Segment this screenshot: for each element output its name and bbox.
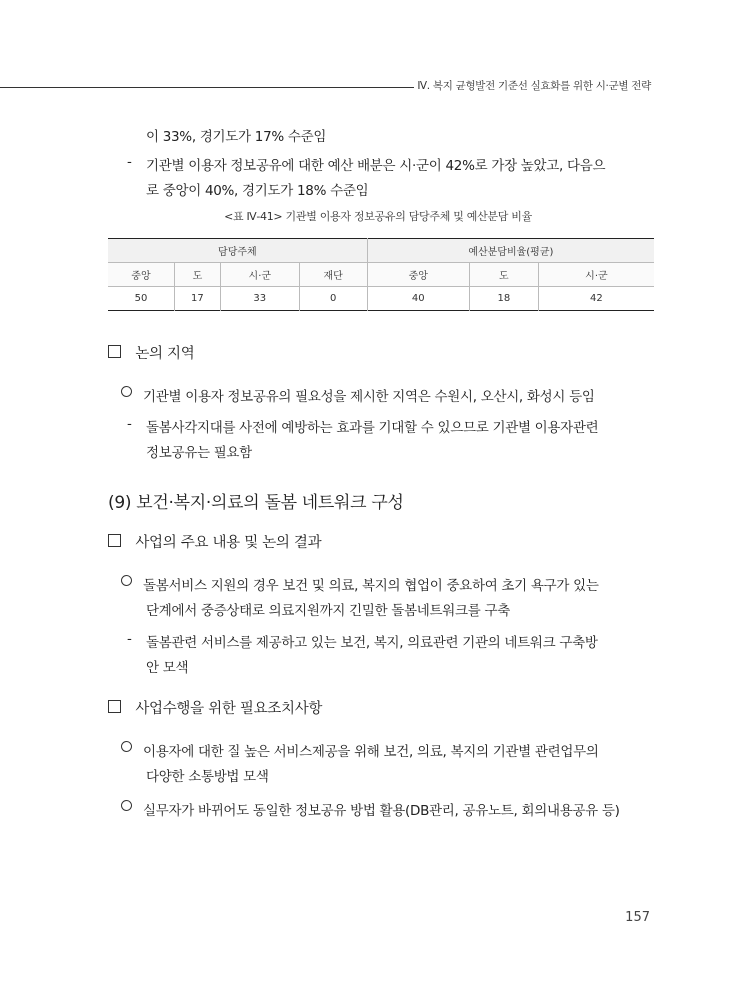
table-column-header: 중앙 [367, 263, 469, 287]
circle-bullet [121, 740, 132, 756]
header-rule [0, 87, 414, 88]
table-row [108, 287, 654, 311]
measures-item-1-line-1: 이용자에 대한 질 높은 서비스제공을 위해 보건, 의료, 복지의 기관별 관련업무의 [143, 744, 599, 760]
table-cell: 0 [299, 287, 367, 311]
circle-bullet-icon [121, 575, 132, 586]
square-bullet-icon [108, 534, 121, 547]
subsection-heading: (9) 보건·복지·의료의 돌봄 네트워크 구성 [108, 493, 404, 513]
section-title-text: 사업의 주요 내용 및 논의 결과 [135, 535, 322, 551]
circle-bullet-icon [121, 386, 132, 397]
intro-line-1: 이 33%, 경기도가 17% 수준임 [146, 129, 327, 145]
intro-line-3: 로 중앙이 40%, 경기도가 18% 수준임 [146, 183, 369, 199]
circle-bullet [121, 385, 132, 401]
measures-item-2: 실무자가 바뀌어도 동일한 정보공유 방법 활용(DB관리, 공유노트, 회의내용공유 등) [143, 803, 620, 819]
section-measures-title [108, 697, 322, 718]
table-column-header: 도 [469, 263, 538, 287]
budget-table [108, 238, 654, 311]
table-cell: 40 [367, 287, 469, 311]
table-column-header: 중앙 [108, 263, 174, 287]
circle-bullet-icon [121, 741, 132, 752]
running-title: Ⅳ. 복지 균형발전 기준선 실효화를 위한 시·군별 전략 [417, 80, 651, 92]
table-group-header: 담당주체 [108, 239, 367, 263]
section-discussion-title [108, 342, 194, 363]
table-column-header: 도 [174, 263, 220, 287]
dash-marker: - [127, 154, 132, 170]
page-number: 157 [625, 910, 650, 925]
table-column-header: 시·군 [220, 263, 299, 287]
results-item-1-line-2: 단계에서 중증상태로 의료지원까지 긴밀한 돌봄네트워크를 구축 [146, 603, 510, 619]
discussion-item-1: 기관별 이용자 정보공유의 필요성을 제시한 지역은 수원시, 오산시, 화성시 등임 [143, 389, 595, 405]
discussion-sub-line-2: 정보공유는 필요함 [146, 445, 252, 461]
table-cell: 18 [469, 287, 538, 311]
table-cell: 17 [174, 287, 220, 311]
circle-bullet [121, 799, 132, 815]
table-column-header: 시·군 [538, 263, 654, 287]
table-cell: 33 [220, 287, 299, 311]
measures-item-1-line-2: 다양한 소통방법 모색 [146, 769, 269, 785]
results-item-1-line-1: 돌봄서비스 지원의 경우 보건 및 의료, 복지의 협업이 중요하여 초기 욕구가 있는 [143, 578, 599, 594]
table-header-row [108, 263, 654, 287]
square-bullet-icon [108, 345, 121, 358]
table-group-header-row [108, 239, 654, 263]
circle-bullet [121, 574, 132, 590]
table-cell: 50 [108, 287, 174, 311]
section-title-text: 논의 지역 [135, 346, 195, 362]
table-group-header: 예산분담비율(평균) [367, 239, 654, 263]
dash-marker: - [127, 631, 132, 647]
table-cell: 42 [538, 287, 654, 311]
results-sub-line-1: 돌봄관련 서비스를 제공하고 있는 보건, 복지, 의료관련 기관의 네트워크 구축방 [146, 635, 598, 651]
circle-bullet-icon [121, 800, 132, 811]
table-caption: <표 Ⅳ-41> 기관별 이용자 정보공유의 담당주체 및 예산분담 비율 [224, 210, 532, 223]
results-sub-line-2: 안 모색 [146, 660, 189, 676]
discussion-sub-line-1: 돌봄사각지대를 사전에 예방하는 효과를 기대할 수 있으므로 기관별 이용자관련 [146, 420, 599, 436]
table-column-header: 재단 [299, 263, 367, 287]
dash-marker: - [127, 416, 132, 432]
square-bullet-icon [108, 700, 121, 713]
section-title-text: 사업수행을 위한 필요조치사항 [135, 701, 323, 717]
section-results-title [108, 531, 321, 552]
intro-line-2: 기관별 이용자 정보공유에 대한 예산 배분은 시·군이 42%로 가장 높았고, 다음으 [146, 158, 606, 174]
